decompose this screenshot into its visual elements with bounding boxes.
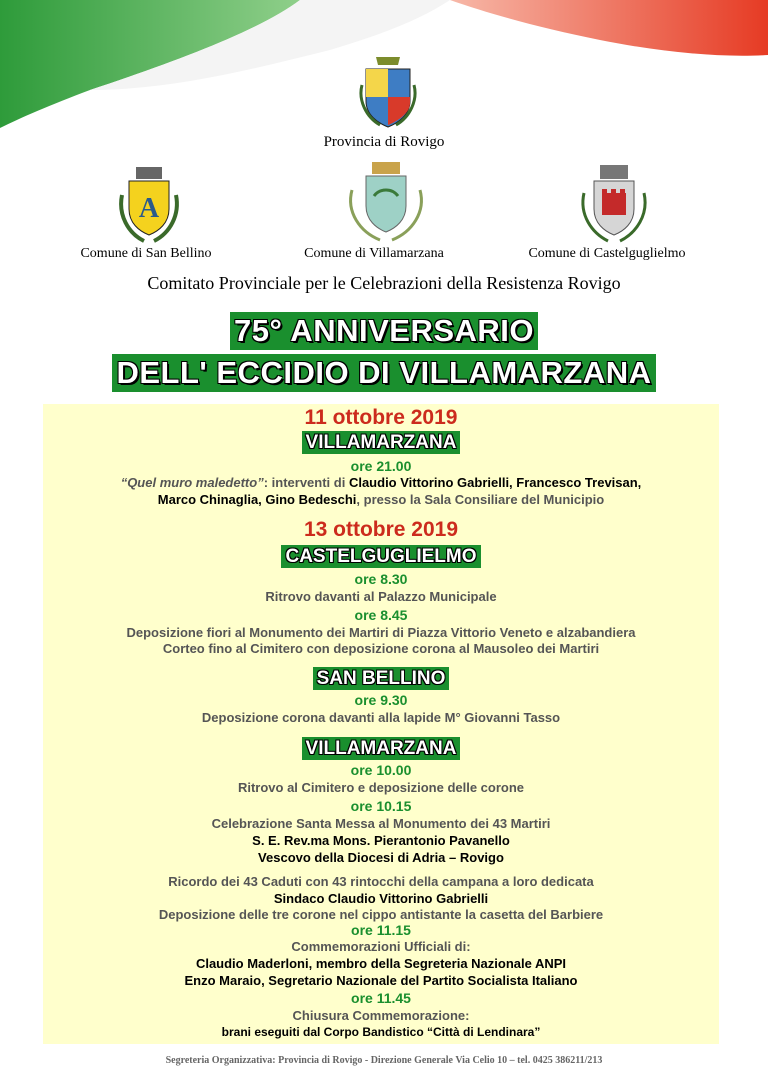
desc-commemorazioni: Commemorazioni Ufficiali di:: [291, 939, 471, 954]
bishop-title: Vescovo della Diocesi di Adria – Rovigo: [258, 850, 504, 865]
desc-corteo: Corteo fino al Cimitero con deposizione corona al Mausoleo dei Martiri: [162, 641, 600, 656]
svg-text:A: A: [138, 193, 160, 224]
bishop-name: S. E. Rev.ma Mons. Pierantonio Pavanello: [252, 833, 510, 848]
footer-segreteria: Segreteria Organizzativa: Provincia di Rovigo - Direzione Generale Via Celio 10 – tel. 0425 386211/213: [165, 1055, 603, 1066]
date-11-ottobre: 11 ottobre 2019: [304, 406, 458, 429]
place-san-bellino: SAN BELLINO: [43, 667, 719, 690]
time-1115: ore 11.15: [351, 922, 411, 938]
title-line-1: 75° ANNIVERSARIO: [0, 312, 768, 350]
speaker-maraio: Enzo Maraio, Segretario Nazionale del Partito Socialista Italiano: [184, 973, 578, 988]
desc-tre-corone: Deposizione delle tre corone nel cippo antistante la casetta del Barbiere: [158, 907, 604, 922]
event-quel-muro: “Quel muro maledetto”: interventi di Claudio Vittorino Gabrielli, Francesco Trevisan,: [120, 475, 642, 490]
place-villamarzana-2: VILLAMARZANA: [43, 737, 719, 760]
place-castelguglielmo: CASTELGUGLIELMO: [43, 545, 719, 568]
event-quel-muro-2: Marco Chinaglia, Gino Bedeschi, presso la Sala Consiliare del Municipio: [157, 492, 605, 507]
desc-deposizione-fiori: Deposizione fiori al Monumento dei Martiri di Piazza Vittorio Veneto e alzabandiera: [126, 625, 636, 640]
time-0830: ore 8.30: [354, 571, 408, 587]
villamarzana-crest: [340, 160, 432, 245]
time-1000: ore 10.00: [350, 762, 412, 778]
time-2100: ore 21.00: [350, 458, 412, 474]
desc-ritrovo-palazzo: Ritrovo davanti al Palazzo Municipale: [265, 589, 497, 604]
place-villamarzana-1: VILLAMARZANA: [43, 431, 719, 454]
title-line-2: DELL' ECCIDIO DI VILLAMARZANA: [0, 354, 768, 392]
castelguglielmo-crest: [574, 163, 654, 245]
desc-ricordo-caduti: Ricordo dei 43 Caduti con 43 rintocchi della campana a loro dedicata: [168, 874, 594, 889]
provincia-label: Provincia di Rovigo: [323, 134, 445, 150]
san-bellino-crest: [112, 165, 186, 245]
time-0930: ore 9.30: [354, 692, 408, 708]
provincia-rovigo-crest: [358, 55, 418, 130]
comune-castelguglielmo-label: Comune di Castelguglielmo: [528, 246, 686, 261]
comune-villamarzana-label: Comune di Villamarzana: [304, 246, 444, 261]
desc-chiusura: Chiusura Commemorazione:: [292, 1008, 470, 1023]
time-1015: ore 10.15: [350, 798, 412, 814]
desc-ritrovo-cimitero: Ritrovo al Cimitero e deposizione delle corone: [237, 780, 525, 795]
mayor-name: Sindaco Claudio Vittorino Gabrielli: [273, 891, 489, 906]
speaker-maderloni: Claudio Maderloni, membro della Segreteria Nazionale ANPI: [195, 956, 567, 971]
time-1145: ore 11.45: [351, 990, 411, 1006]
time-0845: ore 8.45: [354, 607, 408, 623]
desc-santa-messa: Celebrazione Santa Messa al Monumento dei 43 Martiri: [211, 816, 551, 831]
date-13-ottobre: 13 ottobre 2019: [303, 518, 459, 541]
desc-lapide-tasso: Deposizione corona davanti alla lapide M° Giovanni Tasso: [201, 710, 561, 725]
comune-san-bellino-label: Comune di San Bellino: [80, 246, 212, 261]
band-line: brani eseguiti dal Corpo Bandistico “Città di Lendinara”: [221, 1025, 541, 1039]
committee-label: Comitato Provinciale per le Celebrazioni della Resistenza Rovigo: [147, 273, 621, 293]
